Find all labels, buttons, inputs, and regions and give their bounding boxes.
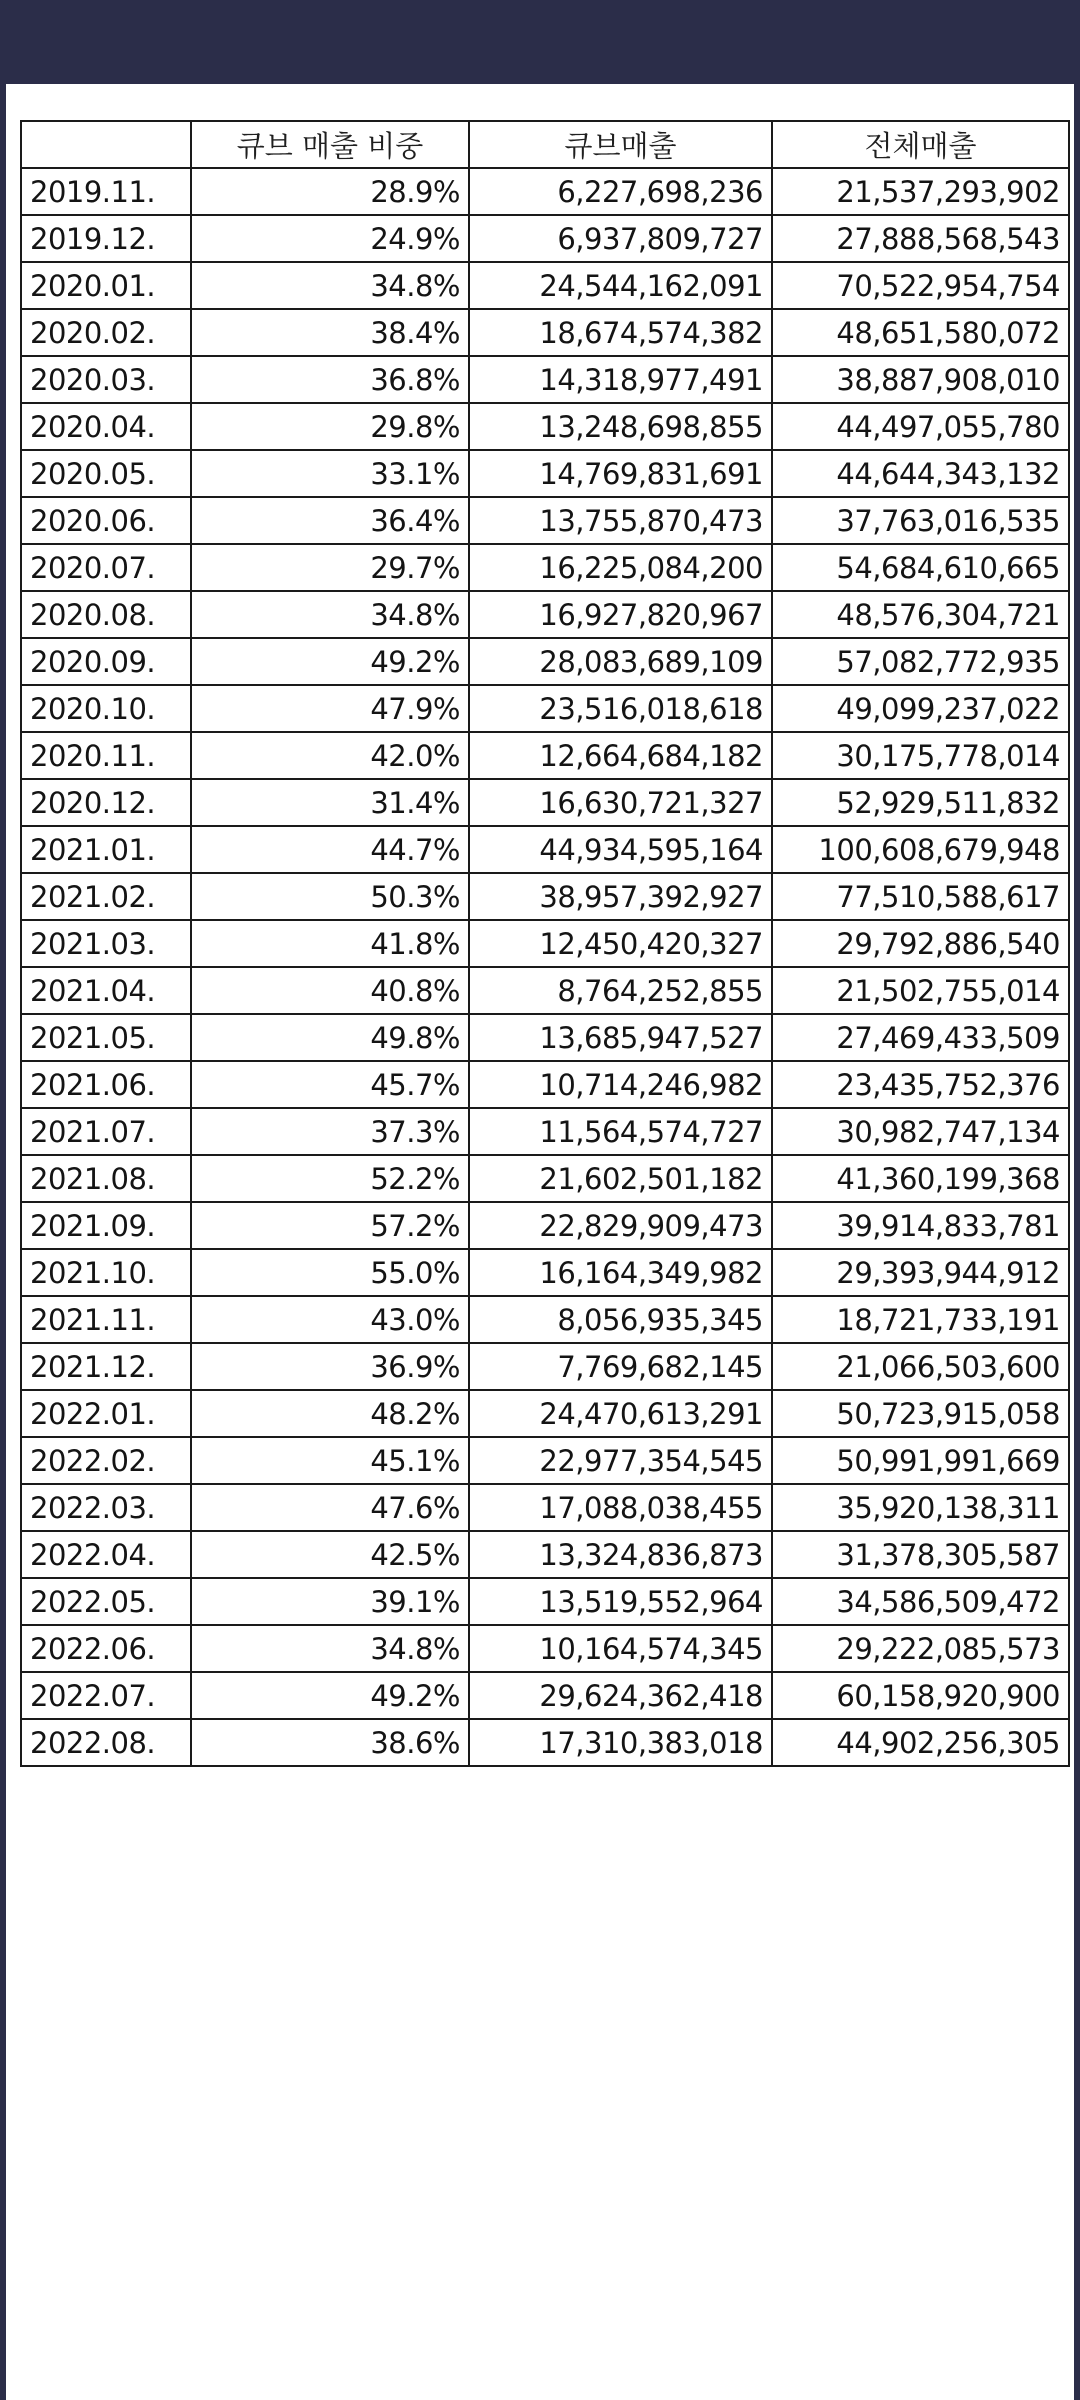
cell-total-sales: 21,537,293,902 bbox=[772, 168, 1069, 215]
table-row bbox=[21, 779, 1069, 826]
table-row bbox=[21, 1108, 1069, 1155]
table-row bbox=[21, 1531, 1069, 1578]
cell-cube-sales: 17,088,038,455 bbox=[469, 1484, 772, 1531]
table-row bbox=[21, 309, 1069, 356]
cell-date: 2021.09. bbox=[21, 1202, 191, 1249]
table-row bbox=[21, 1014, 1069, 1061]
cell-cube-ratio: 42.0% bbox=[191, 732, 469, 779]
cell-date: 2022.07. bbox=[21, 1672, 191, 1719]
cell-date: 2020.09. bbox=[21, 638, 191, 685]
cell-total-sales: 27,888,568,543 bbox=[772, 215, 1069, 262]
cell-date: 2022.06. bbox=[21, 1625, 191, 1672]
table-row bbox=[21, 1343, 1069, 1390]
cell-cube-ratio: 31.4% bbox=[191, 779, 469, 826]
cell-date: 2022.08. bbox=[21, 1719, 191, 1766]
cell-total-sales: 31,378,305,587 bbox=[772, 1531, 1069, 1578]
cell-cube-sales: 24,470,613,291 bbox=[469, 1390, 772, 1437]
cell-date: 2020.10. bbox=[21, 685, 191, 732]
cell-cube-ratio: 28.9% bbox=[191, 168, 469, 215]
cell-cube-ratio: 24.9% bbox=[191, 215, 469, 262]
cell-total-sales: 41,360,199,368 bbox=[772, 1155, 1069, 1202]
table-row bbox=[21, 1155, 1069, 1202]
cell-cube-sales: 8,056,935,345 bbox=[469, 1296, 772, 1343]
table-row bbox=[21, 168, 1069, 215]
image-viewer-content bbox=[6, 84, 1074, 2400]
cell-total-sales: 77,510,588,617 bbox=[772, 873, 1069, 920]
cell-total-sales: 35,920,138,311 bbox=[772, 1484, 1069, 1531]
cell-total-sales: 44,644,343,132 bbox=[772, 450, 1069, 497]
cell-cube-sales: 10,714,246,982 bbox=[469, 1061, 772, 1108]
cell-cube-sales: 16,927,820,967 bbox=[469, 591, 772, 638]
cell-total-sales: 50,723,915,058 bbox=[772, 1390, 1069, 1437]
cell-cube-ratio: 29.8% bbox=[191, 403, 469, 450]
cell-cube-ratio: 44.7% bbox=[191, 826, 469, 873]
top-status-bar bbox=[0, 0, 1080, 84]
cell-date: 2021.07. bbox=[21, 1108, 191, 1155]
cell-total-sales: 44,497,055,780 bbox=[772, 403, 1069, 450]
cell-total-sales: 100,608,679,948 bbox=[772, 826, 1069, 873]
cell-date: 2020.01. bbox=[21, 262, 191, 309]
table-row bbox=[21, 215, 1069, 262]
cell-cube-ratio: 45.1% bbox=[191, 1437, 469, 1484]
cell-date: 2021.05. bbox=[21, 1014, 191, 1061]
cell-cube-sales: 8,764,252,855 bbox=[469, 967, 772, 1014]
table-row bbox=[21, 967, 1069, 1014]
cell-total-sales: 48,576,304,721 bbox=[772, 591, 1069, 638]
cell-total-sales: 49,099,237,022 bbox=[772, 685, 1069, 732]
cell-total-sales: 27,469,433,509 bbox=[772, 1014, 1069, 1061]
cell-total-sales: 21,066,503,600 bbox=[772, 1343, 1069, 1390]
cell-total-sales: 34,586,509,472 bbox=[772, 1578, 1069, 1625]
cell-cube-sales: 17,310,383,018 bbox=[469, 1719, 772, 1766]
cell-cube-ratio: 47.6% bbox=[191, 1484, 469, 1531]
cell-cube-sales: 44,934,595,164 bbox=[469, 826, 772, 873]
table-row bbox=[21, 920, 1069, 967]
cell-date: 2020.06. bbox=[21, 497, 191, 544]
cell-date: 2020.05. bbox=[21, 450, 191, 497]
table-row bbox=[21, 685, 1069, 732]
table-row bbox=[21, 450, 1069, 497]
cell-total-sales: 70,522,954,754 bbox=[772, 262, 1069, 309]
cell-total-sales: 39,914,833,781 bbox=[772, 1202, 1069, 1249]
cell-date: 2021.06. bbox=[21, 1061, 191, 1108]
table-row bbox=[21, 1390, 1069, 1437]
cell-cube-sales: 21,602,501,182 bbox=[469, 1155, 772, 1202]
cell-date: 2020.02. bbox=[21, 309, 191, 356]
cell-date: 2020.11. bbox=[21, 732, 191, 779]
cell-cube-ratio: 29.7% bbox=[191, 544, 469, 591]
cell-date: 2020.03. bbox=[21, 356, 191, 403]
cell-cube-ratio: 36.8% bbox=[191, 356, 469, 403]
cell-date: 2021.10. bbox=[21, 1249, 191, 1296]
cell-total-sales: 18,721,733,191 bbox=[772, 1296, 1069, 1343]
cell-cube-ratio: 55.0% bbox=[191, 1249, 469, 1296]
cell-date: 2022.02. bbox=[21, 1437, 191, 1484]
cell-date: 2020.08. bbox=[21, 591, 191, 638]
cell-cube-sales: 38,957,392,927 bbox=[469, 873, 772, 920]
cell-cube-ratio: 36.4% bbox=[191, 497, 469, 544]
cell-cube-ratio: 33.1% bbox=[191, 450, 469, 497]
cell-date: 2021.08. bbox=[21, 1155, 191, 1202]
cell-date: 2020.12. bbox=[21, 779, 191, 826]
table-row bbox=[21, 544, 1069, 591]
table-row bbox=[21, 1719, 1069, 1766]
cell-total-sales: 48,651,580,072 bbox=[772, 309, 1069, 356]
cell-date: 2022.04. bbox=[21, 1531, 191, 1578]
cell-cube-ratio: 38.4% bbox=[191, 309, 469, 356]
cell-total-sales: 30,175,778,014 bbox=[772, 732, 1069, 779]
table-row bbox=[21, 356, 1069, 403]
cell-cube-sales: 10,164,574,345 bbox=[469, 1625, 772, 1672]
cell-total-sales: 37,763,016,535 bbox=[772, 497, 1069, 544]
cell-cube-ratio: 34.8% bbox=[191, 1625, 469, 1672]
cell-date: 2020.07. bbox=[21, 544, 191, 591]
cell-total-sales: 60,158,920,900 bbox=[772, 1672, 1069, 1719]
cell-cube-sales: 24,544,162,091 bbox=[469, 262, 772, 309]
table-row bbox=[21, 826, 1069, 873]
cell-cube-sales: 13,324,836,873 bbox=[469, 1531, 772, 1578]
cell-cube-sales: 22,829,909,473 bbox=[469, 1202, 772, 1249]
header-date bbox=[21, 121, 191, 168]
cell-cube-sales: 13,519,552,964 bbox=[469, 1578, 772, 1625]
cell-cube-ratio: 40.8% bbox=[191, 967, 469, 1014]
cell-cube-sales: 16,164,349,982 bbox=[469, 1249, 772, 1296]
table-row bbox=[21, 497, 1069, 544]
cell-total-sales: 57,082,772,935 bbox=[772, 638, 1069, 685]
cell-total-sales: 44,902,256,305 bbox=[772, 1719, 1069, 1766]
cell-total-sales: 38,887,908,010 bbox=[772, 356, 1069, 403]
table-row bbox=[21, 1296, 1069, 1343]
header-total-sales: 전체매출 bbox=[772, 121, 1069, 168]
cell-cube-ratio: 43.0% bbox=[191, 1296, 469, 1343]
cell-cube-ratio: 36.9% bbox=[191, 1343, 469, 1390]
cell-total-sales: 29,393,944,912 bbox=[772, 1249, 1069, 1296]
cell-cube-ratio: 57.2% bbox=[191, 1202, 469, 1249]
cell-date: 2022.03. bbox=[21, 1484, 191, 1531]
cell-cube-ratio: 42.5% bbox=[191, 1531, 469, 1578]
cell-cube-ratio: 52.2% bbox=[191, 1155, 469, 1202]
cell-total-sales: 52,929,511,832 bbox=[772, 779, 1069, 826]
table-row bbox=[21, 591, 1069, 638]
cell-cube-ratio: 37.3% bbox=[191, 1108, 469, 1155]
cell-cube-sales: 11,564,574,727 bbox=[469, 1108, 772, 1155]
table-body bbox=[21, 168, 1069, 1766]
cell-cube-sales: 12,450,420,327 bbox=[469, 920, 772, 967]
table-row bbox=[21, 1625, 1069, 1672]
cell-total-sales: 54,684,610,665 bbox=[772, 544, 1069, 591]
cell-cube-ratio: 45.7% bbox=[191, 1061, 469, 1108]
cell-cube-sales: 6,227,698,236 bbox=[469, 168, 772, 215]
table-row bbox=[21, 732, 1069, 779]
cell-cube-ratio: 50.3% bbox=[191, 873, 469, 920]
cell-total-sales: 30,982,747,134 bbox=[772, 1108, 1069, 1155]
cell-date: 2021.02. bbox=[21, 873, 191, 920]
table-row bbox=[21, 1202, 1069, 1249]
cell-cube-ratio: 47.9% bbox=[191, 685, 469, 732]
cell-cube-ratio: 41.8% bbox=[191, 920, 469, 967]
cell-cube-sales: 16,225,084,200 bbox=[469, 544, 772, 591]
table-row bbox=[21, 638, 1069, 685]
cell-date: 2021.04. bbox=[21, 967, 191, 1014]
cell-cube-sales: 13,248,698,855 bbox=[469, 403, 772, 450]
cell-total-sales: 23,435,752,376 bbox=[772, 1061, 1069, 1108]
table-row bbox=[21, 1672, 1069, 1719]
cell-date: 2021.12. bbox=[21, 1343, 191, 1390]
cell-cube-sales: 18,674,574,382 bbox=[469, 309, 772, 356]
cell-date: 2019.12. bbox=[21, 215, 191, 262]
table-row bbox=[21, 1578, 1069, 1625]
cell-cube-sales: 12,664,684,182 bbox=[469, 732, 772, 779]
cell-cube-sales: 6,937,809,727 bbox=[469, 215, 772, 262]
cell-cube-sales: 7,769,682,145 bbox=[469, 1343, 772, 1390]
cell-cube-ratio: 39.1% bbox=[191, 1578, 469, 1625]
cell-cube-ratio: 48.2% bbox=[191, 1390, 469, 1437]
cell-cube-sales: 16,630,721,327 bbox=[469, 779, 772, 826]
cell-date: 2022.05. bbox=[21, 1578, 191, 1625]
sales-table bbox=[20, 120, 1070, 1767]
cell-cube-sales: 14,318,977,491 bbox=[469, 356, 772, 403]
table-header-row bbox=[21, 121, 1069, 168]
table-row bbox=[21, 1061, 1069, 1108]
table-row bbox=[21, 1484, 1069, 1531]
table-row bbox=[21, 1249, 1069, 1296]
cell-date: 2020.04. bbox=[21, 403, 191, 450]
cell-cube-ratio: 49.2% bbox=[191, 1672, 469, 1719]
cell-cube-ratio: 34.8% bbox=[191, 591, 469, 638]
cell-cube-ratio: 49.2% bbox=[191, 638, 469, 685]
cell-cube-sales: 23,516,018,618 bbox=[469, 685, 772, 732]
cell-cube-sales: 22,977,354,545 bbox=[469, 1437, 772, 1484]
cell-date: 2019.11. bbox=[21, 168, 191, 215]
header-cube-ratio: 큐브 매출 비중 bbox=[191, 121, 469, 168]
cell-total-sales: 29,222,085,573 bbox=[772, 1625, 1069, 1672]
cell-cube-sales: 13,755,870,473 bbox=[469, 497, 772, 544]
cell-cube-sales: 28,083,689,109 bbox=[469, 638, 772, 685]
cell-cube-sales: 29,624,362,418 bbox=[469, 1672, 772, 1719]
table-row bbox=[21, 1437, 1069, 1484]
cell-date: 2021.03. bbox=[21, 920, 191, 967]
cell-cube-ratio: 49.8% bbox=[191, 1014, 469, 1061]
table-row bbox=[21, 262, 1069, 309]
cell-date: 2021.01. bbox=[21, 826, 191, 873]
cell-cube-ratio: 38.6% bbox=[191, 1719, 469, 1766]
cell-cube-sales: 13,685,947,527 bbox=[469, 1014, 772, 1061]
cell-total-sales: 21,502,755,014 bbox=[772, 967, 1069, 1014]
cell-cube-sales: 14,769,831,691 bbox=[469, 450, 772, 497]
cell-date: 2022.01. bbox=[21, 1390, 191, 1437]
cell-cube-ratio: 34.8% bbox=[191, 262, 469, 309]
right-frame-border bbox=[1074, 84, 1080, 2400]
cell-total-sales: 29,792,886,540 bbox=[772, 920, 1069, 967]
cell-date: 2021.11. bbox=[21, 1296, 191, 1343]
header-cube-sales: 큐브매출 bbox=[469, 121, 772, 168]
table-row bbox=[21, 403, 1069, 450]
cell-total-sales: 50,991,991,669 bbox=[772, 1437, 1069, 1484]
table-row bbox=[21, 873, 1069, 920]
